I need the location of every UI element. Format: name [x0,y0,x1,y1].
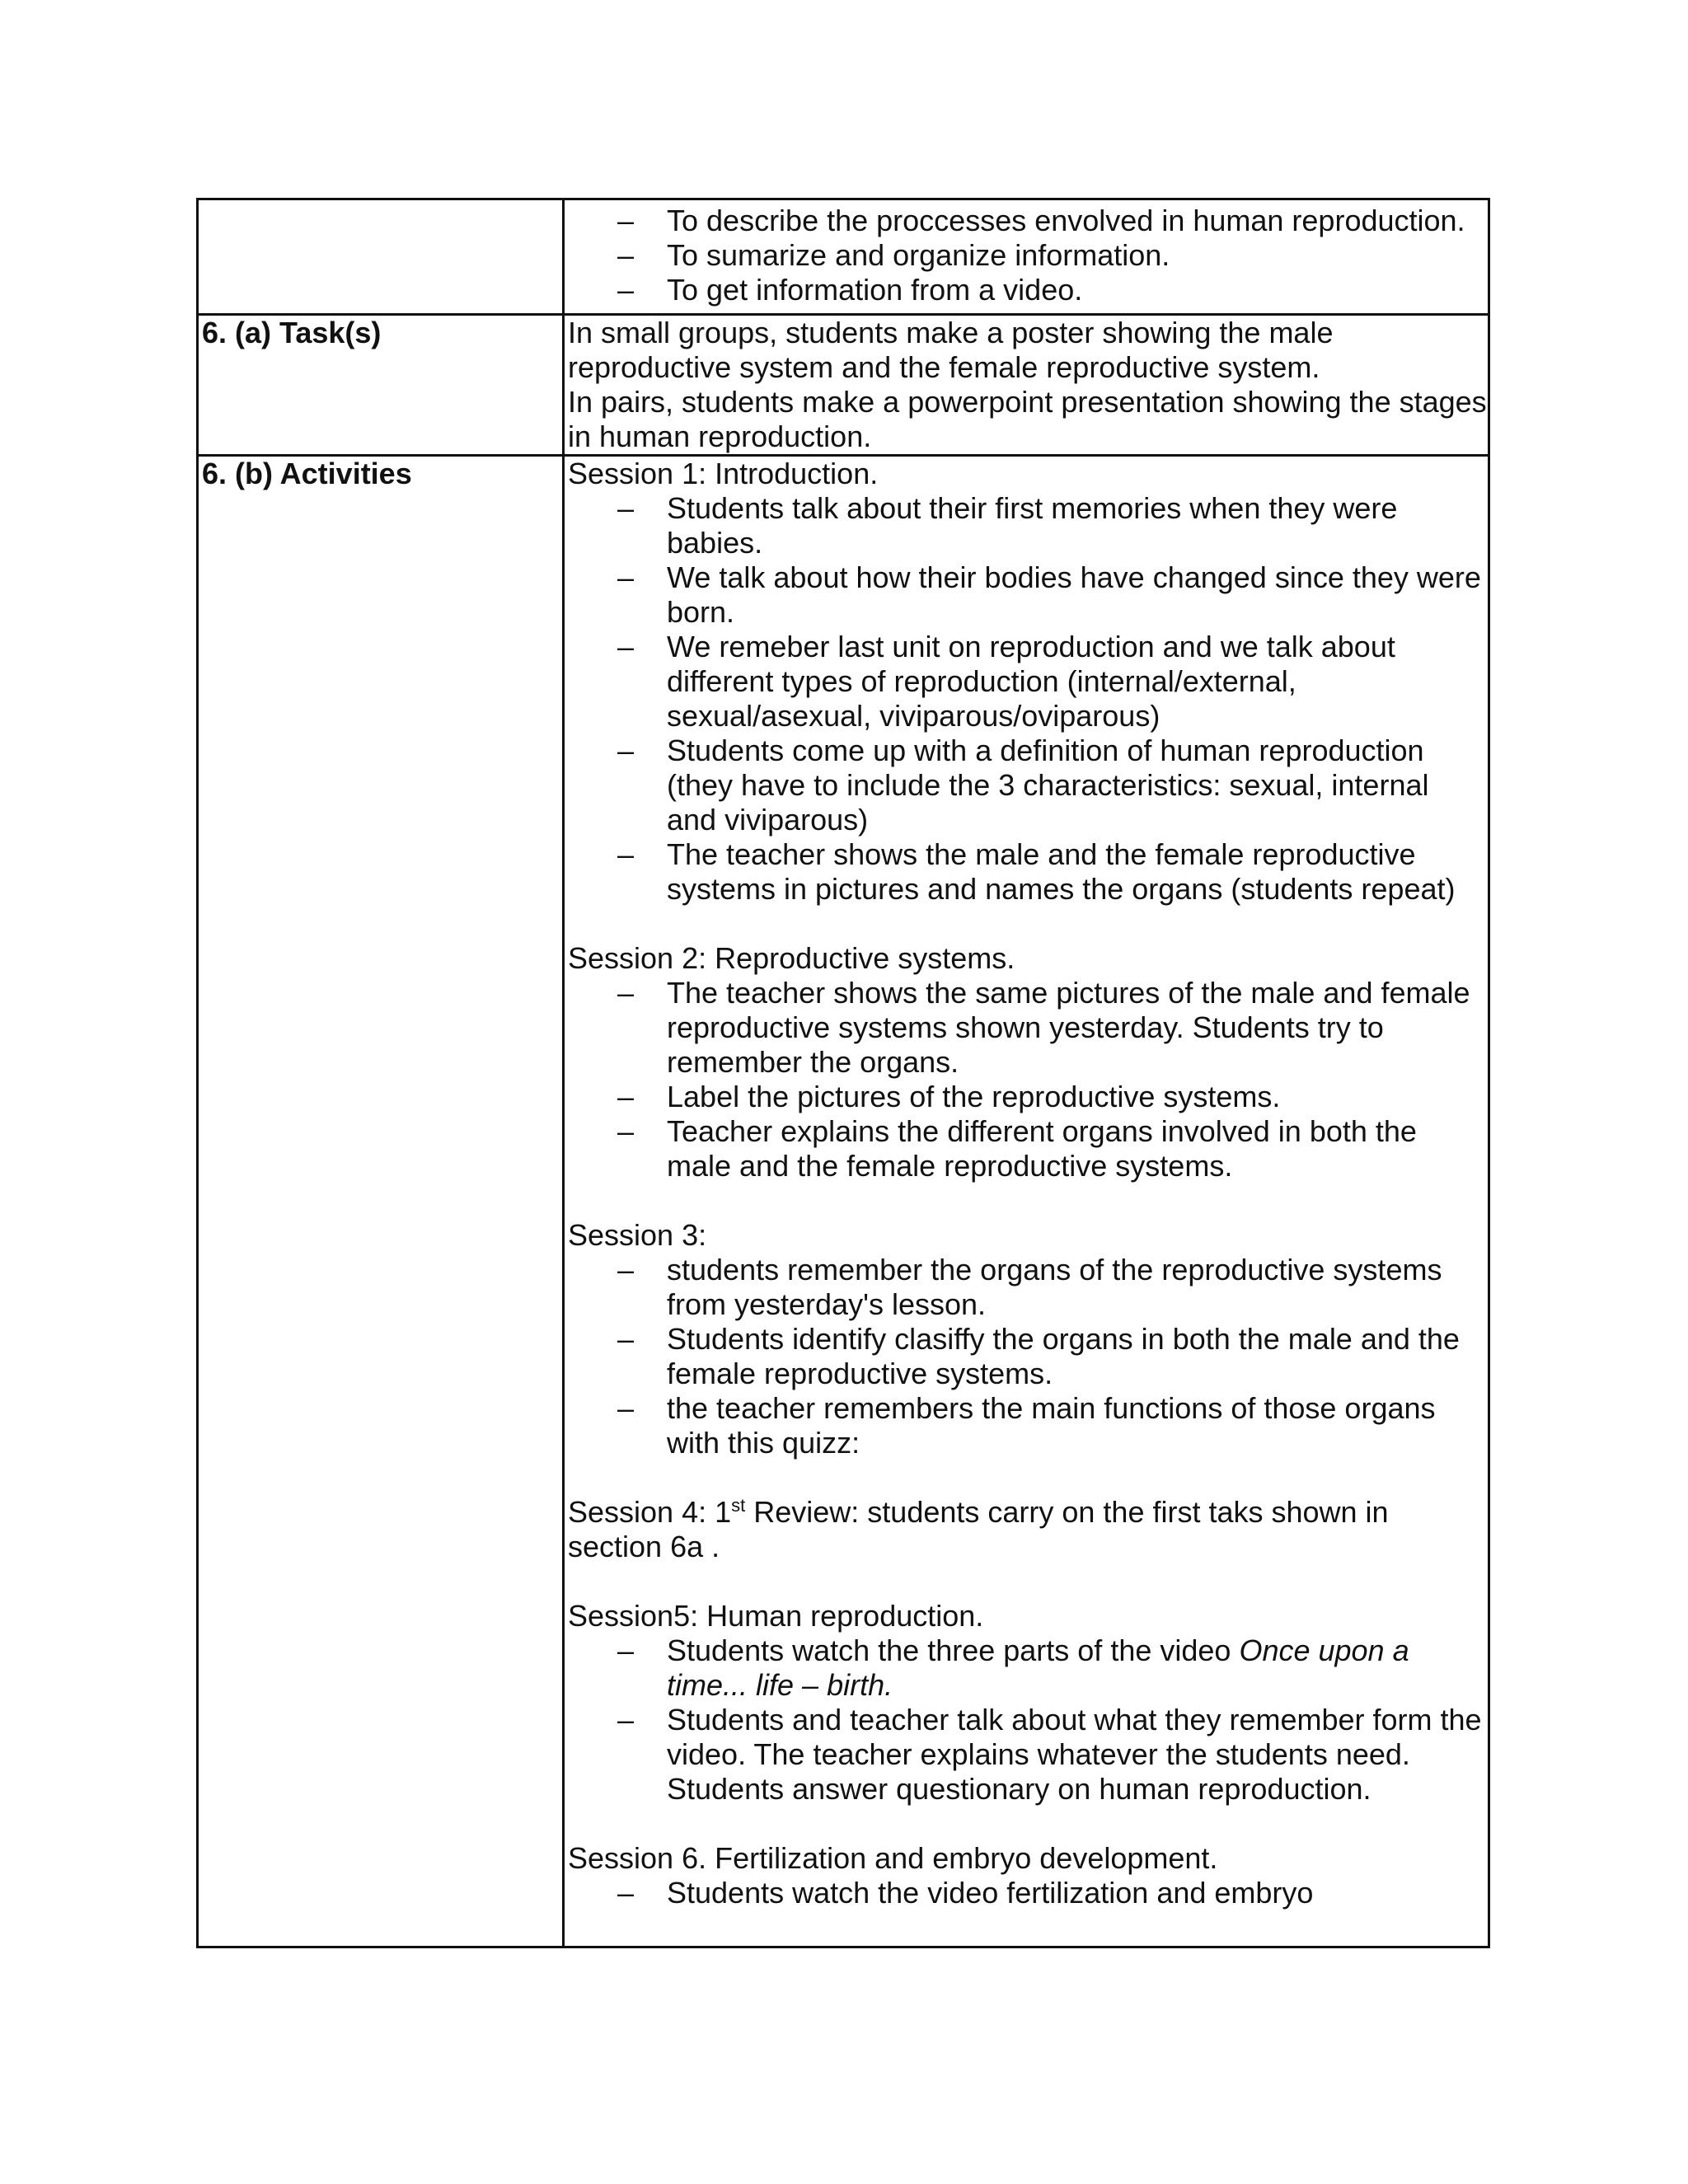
session-title: Session 2: Reproductive systems. [568,941,1015,975]
list-item: – Students and teacher talk about what they remember form the video. The teacher explains whatever the students need. Students answer questionary on human reproduction. [617,1703,1482,1806]
list-item: – Students watch the three parts of the video Once upon a time... life – birth. [617,1633,1409,1702]
objectives-row [198,199,1489,315]
list-item: – Teacher explains the different organs involved in both the male and the female reproductive systems. [617,1114,1417,1183]
task-row [198,315,1489,456]
lesson-plan-table [196,198,1490,1948]
session-title: Session5: Human reproduction. [568,1599,984,1633]
session-3 [568,1218,1488,1460]
list-item: – the teacher remembers the main functions of those organs with this quizz: [617,1391,1436,1460]
task-content-cell [564,315,1489,456]
list-item: – We remeber last unit on reproduction and we talk about different types of reproduction (internal/external, sexual/asexual, viviparous/oviparous) [617,630,1395,733]
list-item: – Students watch the video fertilization and embryo [617,1876,1314,1910]
session-title: Session 3: [568,1218,707,1252]
objectives-list [568,204,1488,307]
list-item: – Students identify clasiffy the organs in both the male and the female reproductive systems. [617,1322,1460,1390]
session-title: Session 6. Fertilization and embryo development. [568,1841,1218,1875]
activities-label-cell [198,456,564,1947]
list-item: – students remember the organs of the reproductive systems from yesterday's lesson. [617,1253,1442,1321]
session-title: Session 1: Introduction. [568,457,879,490]
list-item: – We talk about how their bodies have changed since they were born. [617,560,1481,629]
task-label-cell [198,315,564,456]
session-6 [568,1841,1488,1910]
objectives-content-cell [564,199,1489,315]
objectives-label-cell [198,199,564,315]
list-item: – To sumarize and organize information. [617,238,1170,272]
task-line: In small groups, students make a poster showing the male reproductive system and the female reproductive system. [568,316,1334,384]
session-list [568,491,1488,907]
activities-row [198,456,1489,1947]
activities-label: 6. (b) Activities [202,457,412,490]
video-title: Once upon a time... life – birth. [667,1633,1409,1702]
session-1 [568,457,1488,907]
session-5 [568,1599,1488,1807]
task-line: In pairs, students make a powerpoint presentation showing the stages in human reproduction. [568,385,1487,453]
session-list [568,1253,1488,1460]
activities-content-cell [564,456,1489,1947]
list-item: – The teacher shows the same pictures of the male and female reproductive systems shown yesterday. Students try to remember the organs. [617,976,1470,1079]
session-list [568,1633,1488,1807]
session-4 [568,1495,1488,1564]
list-item: – Label the pictures of the reproductive systems. [617,1080,1281,1113]
session-list [568,1876,1488,1910]
list-item: – To get information from a video. [617,273,1083,307]
list-item: – Students talk about their first memories when they were babies. [617,491,1398,560]
task-label: 6. (a) Task(s) [202,316,382,349]
list-item: – Students come up with a definition of human reproduction (they have to include the 3 characteristics: sexual, internal and viviparous) [617,733,1429,837]
session-list [568,976,1488,1183]
list-item: – To describe the proccesses envolved in human reproduction. [617,204,1465,237]
list-item: – The teacher shows the male and the female reproductive systems in pictures and names the organs (students repeat) [617,837,1456,906]
session-title: Session 4: 1st Review: students carry on the first taks shown in section 6a . [568,1495,1389,1563]
session-2 [568,941,1488,1183]
